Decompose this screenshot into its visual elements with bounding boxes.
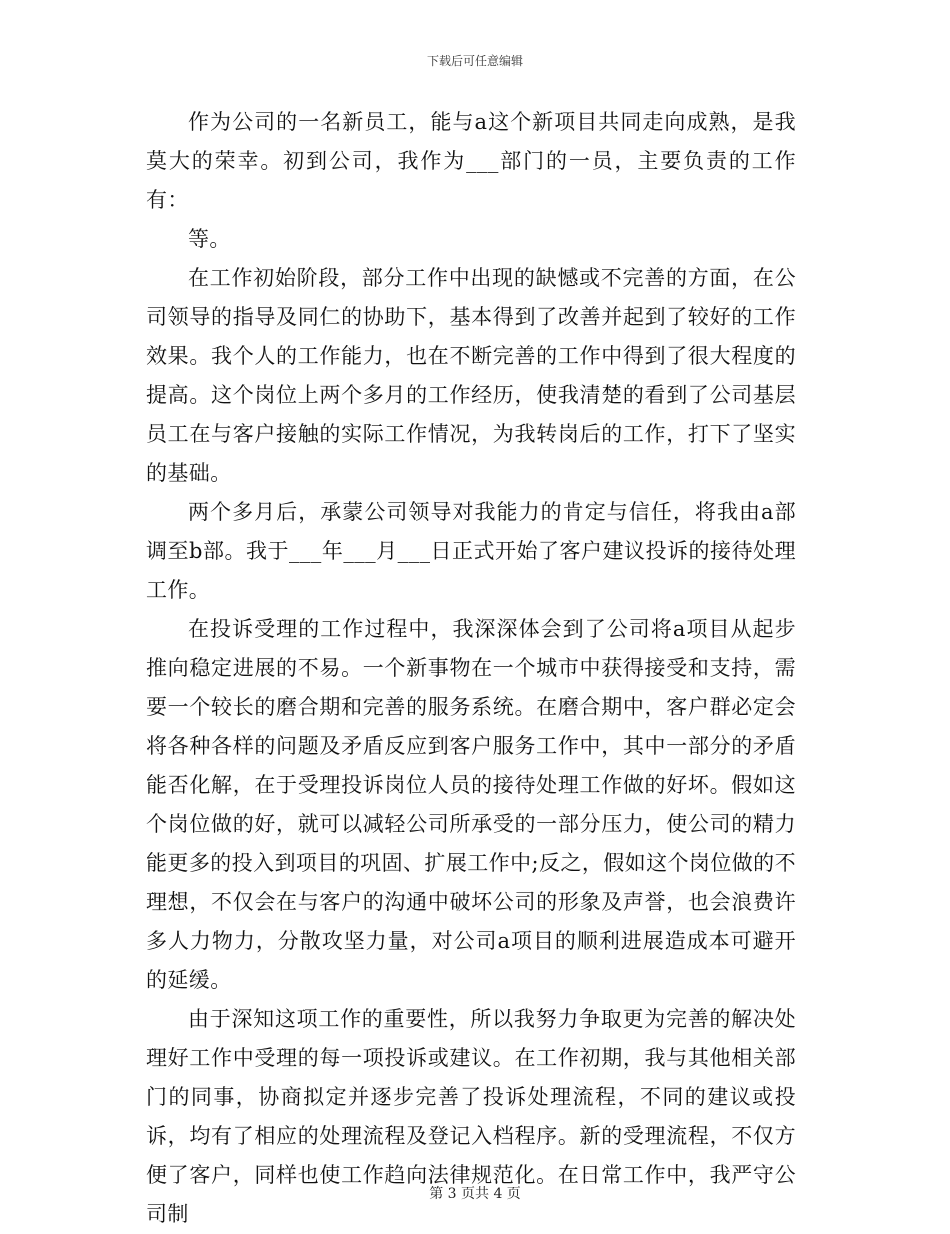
page-header: 下载后可任意编辑 bbox=[426, 54, 523, 68]
paragraph-5: 在投诉受理的工作过程中，我深深体会到了公司将a项目从起步推向稳定进展的不易。一个新事物在一个城市中获得接受和支持，需要一个较长的磨合期和完善的服务系统。在磨合期中，客户群必定会将各种各样的问题及矛盾反应到客户服务工作中，其中一部分的矛盾能否化解，在于受理投诉岗位人员的接待处理工作做的好坏。假如这个岗位做的好，就可以减轻公司所承受的一部分压力，使公司的精力能更多的投入到项目的巩固、扩展工作中;反之，假如这个岗位做的不理想，不仅会在与客户的沟通中破坏公司的形象及声誉，也会浪费许多人力物力，分散攻坚力量，对公司a项目的顺利进展造成本可避开的延缓。 bbox=[146, 617, 796, 992]
page-footer: 第 3 页共 4 页 bbox=[429, 1186, 521, 1202]
document-body bbox=[146, 103, 796, 1234]
paragraph-4: 两个多月后，承蒙公司领导对我能力的肯定与信任，将我由a部调至b部。我于___年___月___日正式开始了客户建议投诉的接待处理工作。 bbox=[146, 500, 796, 602]
paragraph-2: 等。 bbox=[188, 227, 231, 251]
paragraph-3: 在工作初始阶段，部分工作中出现的缺憾或不完善的方面，在公司领导的指导及同仁的协助下，基本得到了改善并起到了较好的工作效果。我个人的工作能力，也在不断完善的工作中得到了很大程度的提高。这个岗位上两个多月的工作经历，使我清楚的看到了公司基层员工在与客户接触的实际工作情况，为我转岗后的工作，打下了坚实的基础。 bbox=[146, 266, 796, 485]
paragraph-1: 作为公司的一名新员工，能与a这个新项目共同走向成熟，是我莫大的荣幸。初到公司，我作为___部门的一员，主要负责的工作有： bbox=[146, 110, 796, 212]
paragraph-6: 由于深知这项工作的重要性，所以我努力争取更为完善的解决处理好工作中受理的每一项投诉或建议。在工作初期，我与其他相关部门的同事，协商拟定并逐步完善了投诉处理流程，不同的建议或投诉，均有了相应的处理流程及登记入档程序。新的受理流程，不仅方便了客户，同样也使工作趋向法律规范化。在日常工作中，我严守公司制 bbox=[146, 1007, 796, 1226]
